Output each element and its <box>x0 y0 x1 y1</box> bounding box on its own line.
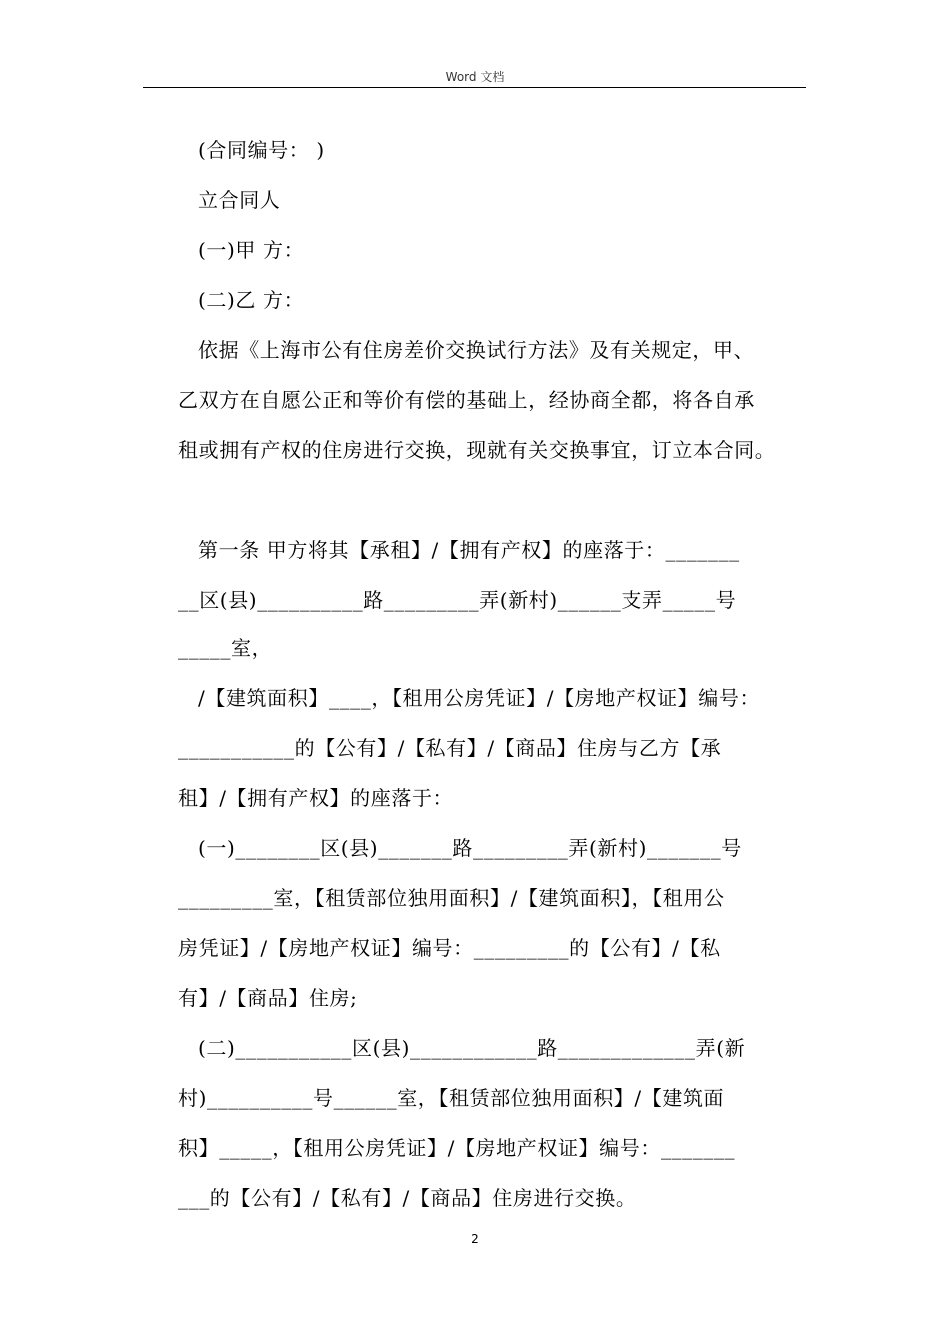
page-number: 2 <box>471 1232 479 1246</box>
item-2-line-4: ___的【公有】/【私有】/【商品】住房进行交换。 <box>178 1186 637 1210</box>
item-1-line-4: 有】/【商品】住房; <box>178 986 358 1010</box>
parties-heading: 立合同人 <box>198 188 281 212</box>
preamble-line-3: 租或拥有产权的住房进行交换，现就有关交换事宜，订立本合同。 <box>178 438 776 462</box>
item-1-line-2: _________室，【租赁部位独用面积】/【建筑面积】，【租用公 <box>178 886 725 910</box>
party-a-line: (一)甲 方： <box>198 238 305 262</box>
article-1-line-2: __区(县)__________路_________弄(新村)______支弄_____号 <box>178 588 737 612</box>
preamble-line-1: 依据《上海市公有住房差价交换试行方法》及有关规定，甲、 <box>198 338 755 362</box>
item-1-line-3: 房凭证】/【房地产权证】编号：_________的【公有】/【私 <box>178 936 721 960</box>
page-header: Word 文档 <box>445 70 505 84</box>
item-2-line-2: 村)__________号______室，【租赁部位独用面积】/【建筑面 <box>178 1086 725 1110</box>
article-1-line-6: 租】/【拥有产权】的座落于： <box>178 786 454 810</box>
article-1-line-5: ___________的【公有】/【私有】/【商品】住房与乙方【承 <box>178 736 722 760</box>
item-2-line-3: 积】_____，【租用公房凭证】/【房地产权证】编号：_______ <box>178 1136 736 1160</box>
party-b-line: (二)乙 方： <box>198 288 305 312</box>
contract-number-line: (合同编号： ) <box>198 138 325 162</box>
article-1-line-3: _____室， <box>178 636 273 660</box>
item-2-line-1: (二)___________区(县)____________路_____________弄(新 <box>198 1036 746 1060</box>
preamble-line-2: 乙双方在自愿公正和等价有偿的基础上，经协商全都，将各自承 <box>178 388 755 412</box>
article-1-line-4: /【建筑面积】____，【租用公房凭证】/【房地产权证】编号： <box>198 686 761 710</box>
item-1-line-1: (一)________区(县)_______路_________弄(新村)_______号 <box>198 836 742 860</box>
article-1-line-1: 第一条 甲方将其【承租】/【拥有产权】的座落于：_______ <box>198 538 740 562</box>
